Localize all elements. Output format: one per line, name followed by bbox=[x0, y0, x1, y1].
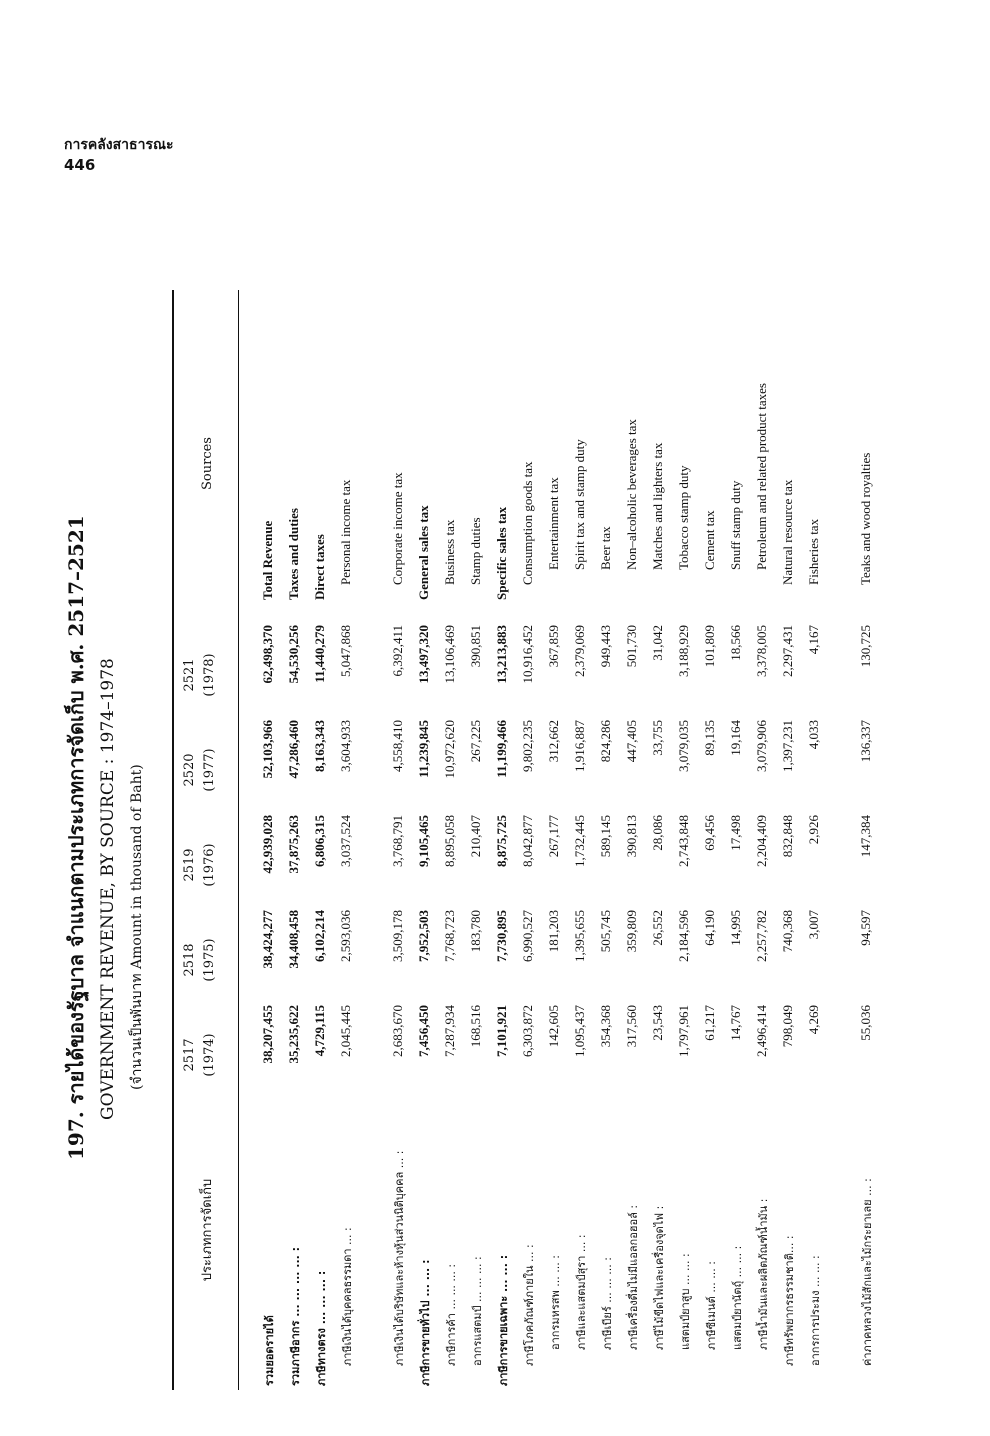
cell-value: 1,395,655 bbox=[572, 910, 587, 962]
row-label-thai: ภาษีเงินได้บริษัทและห้างหุ้นส่วนนิติบุคคล ... : bbox=[393, 1150, 406, 1366]
cell-value: 6,392,411 bbox=[390, 625, 405, 677]
row-label-english: Personal income tax bbox=[338, 479, 353, 585]
table-row bbox=[780, 240, 806, 1390]
cell-value: 31,042 bbox=[650, 625, 665, 661]
cell-value: 7,768,723 bbox=[442, 910, 457, 962]
table-title-thai-text: รายได้ของรัฐบาล จำแนกตามประเภทการจัดเก็บ พ.ศ. 2517–2521 bbox=[64, 515, 88, 1105]
cell-value: 7,101,921 bbox=[494, 1005, 509, 1057]
rotated-table-page bbox=[60, 190, 940, 1390]
year-ad: (1974) bbox=[202, 1033, 217, 1077]
cell-value: 38,424,277 bbox=[260, 910, 275, 969]
year-be: 2517 bbox=[182, 1038, 197, 1072]
cell-value: 359,809 bbox=[624, 910, 639, 953]
cell-value: 10,972,620 bbox=[442, 720, 457, 779]
row-label-english: Consumption goods tax bbox=[520, 461, 535, 585]
cell-value: 47,286,460 bbox=[286, 720, 301, 779]
cell-value: 9,105,465 bbox=[416, 815, 431, 867]
cell-value: 52,103,966 bbox=[260, 720, 275, 779]
row-label-english: Matches and lighters tax bbox=[650, 442, 665, 570]
cell-value: 447,405 bbox=[624, 720, 639, 763]
cell-value: 267,225 bbox=[468, 720, 483, 763]
cell-value: 13,106,469 bbox=[442, 625, 457, 684]
cell-value: 8,895,058 bbox=[442, 815, 457, 867]
cell-value: 3,768,791 bbox=[390, 815, 405, 867]
cell-value: 5,047,868 bbox=[338, 625, 353, 677]
cell-value: 61,217 bbox=[702, 1005, 717, 1041]
row-label-thai: ภาษีไม้ขีดไฟและเครื่องจุดไฟ : bbox=[653, 1205, 666, 1350]
table-row bbox=[650, 240, 676, 1390]
table-row bbox=[598, 240, 624, 1390]
cell-value: 6,806,315 bbox=[312, 815, 327, 867]
cell-value: 354,368 bbox=[598, 1005, 613, 1048]
cell-value: 18,566 bbox=[728, 625, 743, 661]
cell-value: 2,496,414 bbox=[754, 1005, 769, 1057]
col-header-sources: Sources bbox=[200, 437, 215, 490]
cell-value: 8,163,343 bbox=[312, 720, 327, 772]
row-label-english: Fisheries tax bbox=[806, 518, 821, 585]
year-ad: (1977) bbox=[202, 748, 217, 792]
row-label-thai: รวมยอดรายได้ bbox=[263, 1315, 276, 1386]
table-row bbox=[806, 240, 832, 1390]
table-row bbox=[286, 240, 312, 1390]
row-label-thai: ภาษีซีเมนต์ ... ... : bbox=[705, 1261, 718, 1350]
table-title-block bbox=[60, 190, 170, 1390]
row-label-english: Stamp duties bbox=[468, 517, 483, 585]
cell-value: 64,190 bbox=[702, 910, 717, 946]
row-label-thai: ภาษีเครื่องดื่มไม่มีแอลกอฮอล์ : bbox=[627, 1204, 640, 1350]
table-row bbox=[312, 240, 338, 1390]
cell-value: 11,239,845 bbox=[416, 720, 431, 778]
cell-value: 3,079,035 bbox=[676, 720, 691, 772]
cell-value: 54,530,256 bbox=[286, 625, 301, 684]
cell-value: 3,079,906 bbox=[754, 720, 769, 772]
row-label-english: Specific sales tax bbox=[494, 506, 509, 600]
cell-value: 55,036 bbox=[858, 1005, 873, 1041]
cell-value: 367,859 bbox=[546, 625, 561, 668]
table-row bbox=[754, 240, 780, 1390]
top-rule bbox=[172, 290, 174, 1390]
cell-value: 1,095,437 bbox=[572, 1005, 587, 1057]
unit-note-thai: (จำนวนเป็นพันบาท bbox=[129, 973, 145, 1090]
year-be: 2520 bbox=[182, 753, 197, 787]
running-header-section: การคลังสาธารณะ bbox=[64, 137, 174, 153]
table-row bbox=[468, 240, 494, 1390]
year-be: 2521 bbox=[182, 658, 197, 692]
table-row bbox=[676, 240, 702, 1390]
cell-value: 1,916,887 bbox=[572, 720, 587, 772]
cell-value: 2,593,036 bbox=[338, 910, 353, 962]
row-label-english: Total Revenue bbox=[260, 520, 275, 600]
cell-value: 3,509,178 bbox=[390, 910, 405, 962]
cell-value: 4,269 bbox=[806, 1005, 821, 1035]
table-row bbox=[442, 240, 468, 1390]
cell-value: 136,337 bbox=[858, 720, 873, 763]
row-label-english: Entertainment tax bbox=[546, 477, 561, 570]
cell-value: 317,560 bbox=[624, 1005, 639, 1048]
cell-value: 2,204,409 bbox=[754, 815, 769, 867]
row-label-english: Non–alcoholic beverages tax bbox=[624, 419, 639, 570]
cell-value: 501,730 bbox=[624, 625, 639, 668]
row-label-thai: ภาษีทางตรง ... ... ... : bbox=[315, 1270, 328, 1386]
row-label-english: Corporate income tax bbox=[390, 472, 405, 585]
cell-value: 3,378,005 bbox=[754, 625, 769, 677]
row-label-thai: ภาษีเงินได้บุคคลธรรมดา ... : bbox=[341, 1227, 354, 1366]
cell-value: 34,408,458 bbox=[286, 910, 301, 969]
col-header-2518 bbox=[180, 915, 220, 1005]
unit-note-english: Amount in thousand of Baht) bbox=[129, 764, 145, 969]
row-label-english: General sales tax bbox=[416, 505, 431, 600]
cell-value: 2,743,848 bbox=[676, 815, 691, 867]
table-row bbox=[520, 240, 546, 1390]
row-label-english: Petroleum and related product taxes bbox=[754, 383, 769, 570]
cell-value: 4,167 bbox=[806, 625, 821, 655]
cell-value: 1,732,445 bbox=[572, 815, 587, 867]
row-label-thai: ภาษีการค้า ... ... ... : bbox=[445, 1263, 458, 1366]
cell-value: 142,605 bbox=[546, 1005, 561, 1048]
row-label-thai: ภาษีการขายเฉพาะ ... ... : bbox=[497, 1254, 510, 1386]
row-label-thai: ภาษีโภคภัณฑ์ภายใน ... : bbox=[523, 1244, 536, 1366]
cell-value: 37,875,263 bbox=[286, 815, 301, 874]
row-label-english: Teaks and wood royalties bbox=[858, 452, 873, 585]
cell-value: 7,287,934 bbox=[442, 1005, 457, 1057]
cell-value: 147,384 bbox=[858, 815, 873, 858]
row-label-thai: อากรมหรสพ ... ... : bbox=[549, 1255, 562, 1350]
row-label-thai: ภาษีเบียร์ ... ... ... : bbox=[601, 1257, 614, 1350]
cell-value: 2,926 bbox=[806, 815, 821, 845]
table-row bbox=[624, 240, 650, 1390]
cell-value: 2,045,445 bbox=[338, 1005, 353, 1057]
cell-value: 13,497,320 bbox=[416, 625, 431, 684]
table-row bbox=[858, 240, 884, 1390]
cell-value: 3,037,524 bbox=[338, 815, 353, 867]
cell-value: 28,086 bbox=[650, 815, 665, 851]
row-label-english: Taxes and duties bbox=[286, 508, 301, 600]
cell-value: 6,990,527 bbox=[520, 910, 535, 962]
table-row bbox=[390, 240, 416, 1390]
row-label-thai: รวมภาษีอากร ... ... ... ... : bbox=[289, 1246, 302, 1386]
cell-value: 181,203 bbox=[546, 910, 561, 953]
cell-value: 7,456,450 bbox=[416, 1005, 431, 1057]
cell-value: 2,297,431 bbox=[780, 625, 795, 677]
cell-value: 3,604,933 bbox=[338, 720, 353, 772]
row-label-thai: แสตมป์ยานัตถุ์ ... ... : bbox=[731, 1245, 744, 1350]
row-label-thai: ภาษีการขายทั่วไป ... ... : bbox=[419, 1259, 432, 1386]
row-label-english: Business tax bbox=[442, 519, 457, 585]
col-header-2519 bbox=[180, 820, 220, 910]
cell-value: 26,552 bbox=[650, 910, 665, 946]
cell-value: 62,498,370 bbox=[260, 625, 275, 684]
table-title-thai bbox=[60, 515, 92, 1160]
col-header-2521 bbox=[180, 630, 220, 720]
cell-value: 7,952,503 bbox=[416, 910, 431, 962]
cell-value: 9,802,235 bbox=[520, 720, 535, 772]
year-ad: (1976) bbox=[202, 843, 217, 887]
cell-value: 824,286 bbox=[598, 720, 613, 763]
col-header-2517 bbox=[180, 1010, 220, 1100]
table-row bbox=[546, 240, 572, 1390]
cell-value: 8,875,725 bbox=[494, 815, 509, 867]
row-label-thai: ภาษีทรัพยากรธรรมชาติ... : bbox=[783, 1235, 796, 1366]
row-label-english: Cement tax bbox=[702, 510, 717, 570]
cell-value: 4,729,115 bbox=[312, 1005, 327, 1057]
cell-value: 1,797,961 bbox=[676, 1005, 691, 1057]
cell-value: 33,755 bbox=[650, 720, 665, 756]
cell-value: 17,498 bbox=[728, 815, 743, 851]
cell-value: 798,049 bbox=[780, 1005, 795, 1048]
row-label-thai: ค่าภาคหลวงไม้สักและไม้กระยาเลย ... : bbox=[861, 1178, 874, 1366]
cell-value: 3,007 bbox=[806, 910, 821, 940]
table-row bbox=[702, 240, 728, 1390]
page-number: 446 bbox=[64, 156, 96, 174]
cell-value: 2,379,069 bbox=[572, 625, 587, 677]
cell-value: 19,164 bbox=[728, 720, 743, 756]
row-label-thai: ภาษีน้ำมันและผลิตภัณฑ์น้ำมัน : bbox=[757, 1198, 770, 1350]
row-label-english: Tobacco stamp duty bbox=[676, 465, 691, 570]
header-rule bbox=[238, 290, 239, 1390]
cell-value: 312,662 bbox=[546, 720, 561, 763]
cell-value: 949,443 bbox=[598, 625, 613, 668]
year-ad: (1975) bbox=[202, 938, 217, 982]
cell-value: 69,456 bbox=[702, 815, 717, 851]
cell-value: 89,135 bbox=[702, 720, 717, 756]
table-title-english: GOVERNMENT REVENUE, BY SOURCE : 1974–1978 bbox=[98, 658, 118, 1120]
cell-value: 2,184,596 bbox=[676, 910, 691, 962]
cell-value: 6,303,872 bbox=[520, 1005, 535, 1057]
cell-value: 740,368 bbox=[780, 910, 795, 953]
table-row bbox=[728, 240, 754, 1390]
row-label-english: Snuff stamp duty bbox=[728, 480, 743, 570]
cell-value: 6,102,214 bbox=[312, 910, 327, 962]
cell-value: 11,199,466 bbox=[494, 720, 509, 778]
cell-value: 2,257,782 bbox=[754, 910, 769, 962]
cell-value: 589,145 bbox=[598, 815, 613, 858]
cell-value: 101,809 bbox=[702, 625, 717, 668]
cell-value: 13,213,883 bbox=[494, 625, 509, 684]
cell-value: 14,767 bbox=[728, 1005, 743, 1041]
cell-value: 390,813 bbox=[624, 815, 639, 858]
table-number: 197. bbox=[64, 1111, 88, 1160]
table-unit-note bbox=[126, 764, 148, 1090]
cell-value: 505,745 bbox=[598, 910, 613, 953]
year-be: 2519 bbox=[182, 848, 197, 882]
cell-value: 8,042,877 bbox=[520, 815, 535, 867]
table-row bbox=[260, 240, 286, 1390]
cell-value: 267,177 bbox=[546, 815, 561, 858]
cell-value: 210,407 bbox=[468, 815, 483, 858]
cell-value: 390,851 bbox=[468, 625, 483, 668]
col-header-2520 bbox=[180, 725, 220, 815]
cell-value: 10,916,452 bbox=[520, 625, 535, 684]
cell-value: 11,440,279 bbox=[312, 625, 327, 683]
table-row bbox=[338, 240, 364, 1390]
cell-value: 168,516 bbox=[468, 1005, 483, 1048]
row-label-english: Beer tax bbox=[598, 526, 613, 570]
cell-value: 14,995 bbox=[728, 910, 743, 946]
year-ad: (1978) bbox=[202, 653, 217, 697]
table-row bbox=[572, 240, 598, 1390]
cell-value: 42,939,028 bbox=[260, 815, 275, 874]
row-label-thai: แสตมป์ยาสูบ ... ... : bbox=[679, 1253, 692, 1350]
cell-value: 7,730,895 bbox=[494, 910, 509, 962]
row-label-thai: อากรแสตมป์ ... ... ... : bbox=[471, 1256, 484, 1366]
row-label-english: Direct taxes bbox=[312, 534, 327, 600]
cell-value: 94,597 bbox=[858, 910, 873, 946]
col-header-thai-source: ประเภทการจัดเก็บ bbox=[200, 1178, 215, 1282]
cell-value: 130,725 bbox=[858, 625, 873, 668]
cell-value: 183,780 bbox=[468, 910, 483, 953]
cell-value: 4,558,410 bbox=[390, 720, 405, 772]
cell-value: 35,235,622 bbox=[286, 1005, 301, 1064]
cell-value: 832,848 bbox=[780, 815, 795, 858]
row-label-thai: ภาษีและแสตมป์สุรา ... : bbox=[575, 1234, 588, 1350]
year-be: 2518 bbox=[182, 943, 197, 977]
row-label-thai: อากรการประมง ... ... : bbox=[809, 1255, 822, 1366]
table-row bbox=[416, 240, 442, 1390]
table-row bbox=[494, 240, 520, 1390]
row-label-english: Spirit tax and stamp duty bbox=[572, 439, 587, 570]
cell-value: 3,188,929 bbox=[676, 625, 691, 677]
cell-value: 2,683,670 bbox=[390, 1005, 405, 1057]
cell-value: 1,397,231 bbox=[780, 720, 795, 772]
cell-value: 4,033 bbox=[806, 720, 821, 750]
cell-value: 23,543 bbox=[650, 1005, 665, 1041]
row-label-english: Natural resource tax bbox=[780, 479, 795, 585]
cell-value: 38,207,455 bbox=[260, 1005, 275, 1064]
